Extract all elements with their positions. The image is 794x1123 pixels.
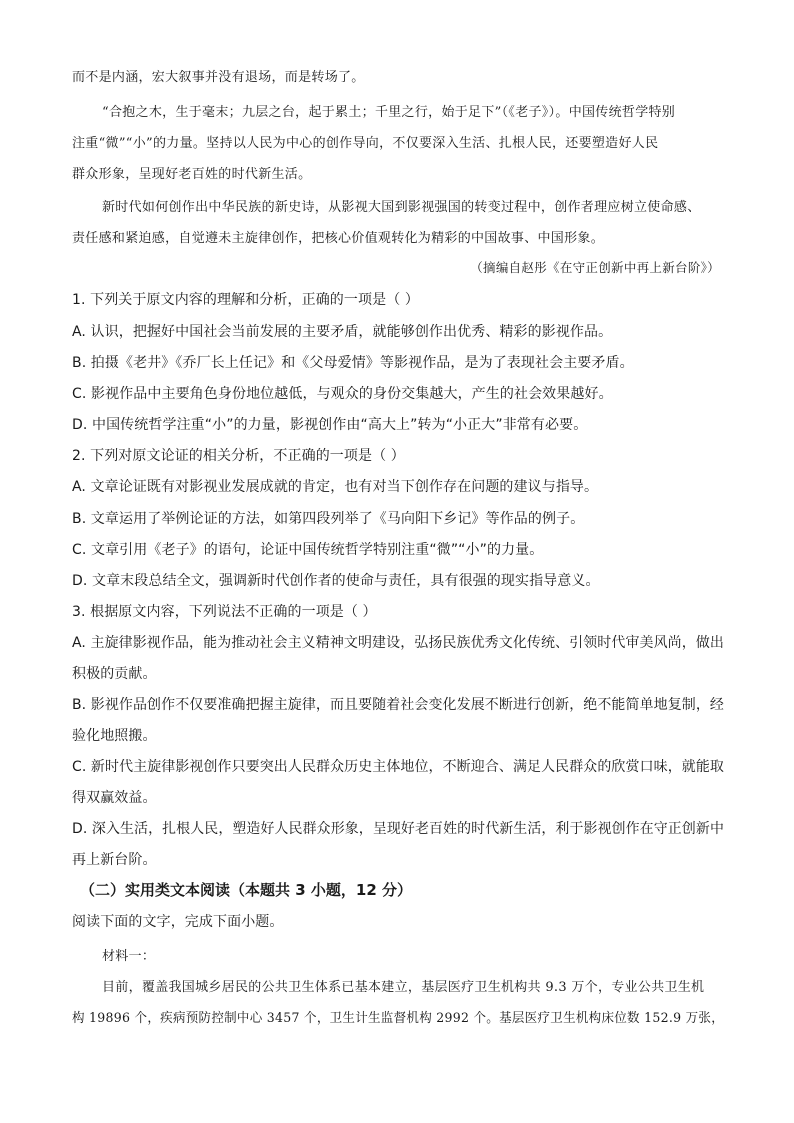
question-3-option-a: A. 主旋律影视作品，能为推动社会主义精神文明建设，弘扬民族优秀文化传统、引领时代审美风尚，做出	[72, 635, 724, 651]
question-2-option-c: C. 文章引用《老子》的语句，论证中国传统哲学特别注重“微”“小”的力量。	[72, 542, 544, 558]
source-citation: （摘编自赵彤《在守正创新中再上新台阶》）	[470, 260, 720, 275]
passage-line: “合抱之木，生于毫末；九层之台，起于累土；千里之行，始于足下”（《老子》）。中国传统哲学特别	[102, 105, 676, 120]
question-1-option-c: C. 影视作品中主要角色身份地位越低，与观众的身份交集越大，产生的社会效果越好。	[72, 386, 613, 402]
material-line: 目前，覆盖我国城乡居民的公共卫生体系已基本建立，基层医疗卫生机构共 9.3 万个，专业公共卫生机	[102, 980, 705, 995]
question-3-option-b-cont: 验化地照搬。	[72, 728, 157, 744]
question-2-option-d: D. 文章末段总结全文，强调新时代创作者的使命与责任，具有很强的现实指导意义。	[72, 573, 600, 589]
question-3-stem: 3. 根据原文内容，下列说法不正确的一项是（ ）	[72, 604, 377, 620]
question-2-option-a: A. 文章论证既有对影视业发展成就的肯定，也有对当下创作存在问题的建议与指导。	[72, 479, 599, 495]
question-1-option-a: A. 认识，把握好中国社会当前发展的主要矛盾，就能够创作出优秀、精彩的影视作品。	[72, 324, 613, 340]
passage-line: 新时代如何创作出中华民族的新史诗，从影视大国到影视强国的转变过程中，创作者理应树立使命感、	[102, 200, 701, 215]
question-2-option-b: B. 文章运用了举例论证的方法，如第四段列举了《马向阳下乡记》等作品的例子。	[72, 511, 585, 527]
question-1-stem: 1. 下列关于原文内容的理解和分析，正确的一项是（ ）	[72, 292, 419, 308]
passage-line: 注重“微”“小”的力量。坚持以人民为中心的创作导向，不仅要深入生活、扎根人民，还要塑造好人民	[72, 136, 659, 151]
material-label: 材料一：	[102, 949, 156, 964]
question-1-option-b: B. 拍摄《老井》《乔厂长上任记》和《父母爱情》等影视作品，是为了表现社会主要矛盾。	[72, 355, 634, 371]
section-instruction: 阅读下面的文字，完成下面小题。	[72, 914, 284, 930]
question-3-option-d-cont: 再上新台阶。	[72, 852, 157, 868]
question-2-stem: 2. 下列对原文论证的相关分析，不正确的一项是（ ）	[72, 448, 405, 464]
material-line: 构 19896 个，疾病预防控制中心 3457 个，卫生计生监督机构 2992 个。基层医疗卫生机构床位数 152.9 万张，	[72, 1011, 725, 1026]
passage-line: 而不是内涵，宏大叙事并没有退场，而是转场了。	[72, 70, 365, 85]
question-1-option-d: D. 中国传统哲学注重“小”的力量，影视创作由“高大上”转为“小正大”非常有必要。	[72, 417, 588, 433]
question-3-option-c: C. 新时代主旋律影视创作只要突出人民群众历史主体地位，不断迎合、满足人民群众的欣赏口味，就能取	[72, 759, 724, 775]
question-3-option-a-cont: 积极的贡献。	[72, 666, 157, 682]
question-3-option-d: D. 深入生活，扎根人民，塑造好人民群众形象，呈现好老百姓的时代新生活，利于影视创作在守正创新中	[72, 821, 724, 837]
question-3-option-b: B. 影视作品创作不仅要准确把握主旋律，而且要随着社会变化发展不断进行创新，绝不能简单地复制，经	[72, 697, 725, 713]
section-heading: （二）实用类文本阅读（本题共 3 小题，12 分）	[80, 881, 412, 899]
passage-line: 群众形象，呈现好老百姓的时代新生活。	[72, 167, 312, 182]
question-3-option-c-cont: 得双赢效益。	[72, 790, 157, 806]
passage-line: 责任感和紧迫感，自觉遵未主旋律创作，把核心价值观转化为精彩的中国故事、中国形象。	[72, 231, 605, 246]
